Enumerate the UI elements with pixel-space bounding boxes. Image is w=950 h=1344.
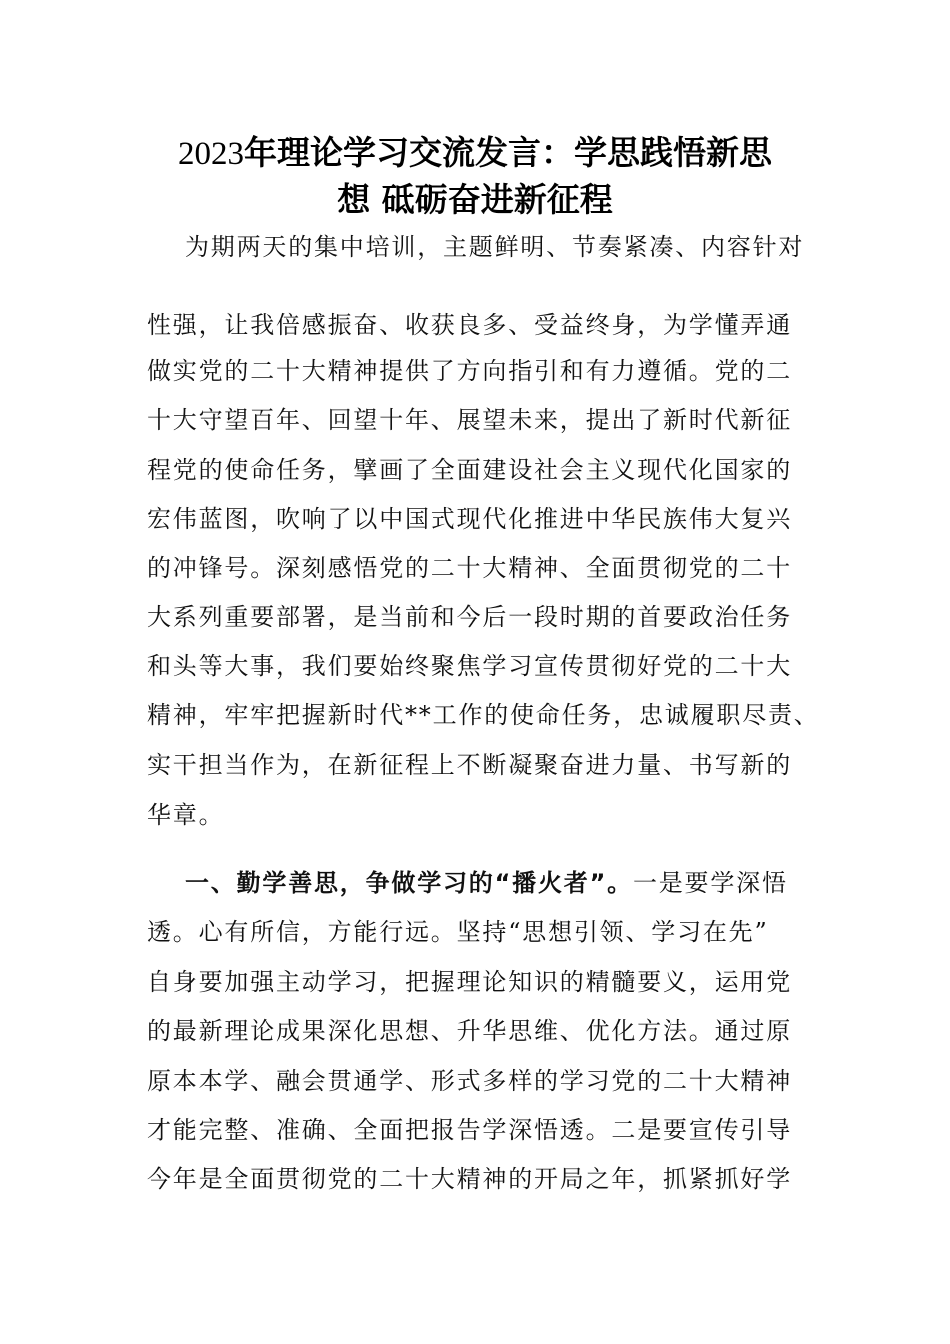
paragraph-1-line-10: 精神，牢牢把握新时代**工作的使命任务，忠诚履职尽责、 [147,701,820,729]
section-1-line-3: 自身要加强主动学习，把握理论知识的精髓要义，运用党 [147,968,792,996]
section-1-line-2: 透。心有所信，方能行远。坚持“思想引领、学习在先” [147,918,769,946]
paragraph-1-line-1: 为期两天的集中培训，主题鲜明、节奏紧凑、内容针对 [185,233,805,261]
section-1-line-7: 今年是全面贯彻党的二十大精神的开局之年，抓紧抓好学 [147,1165,792,1193]
title-line-1 [120,128,830,179]
paragraph-1-line-5: 程党的使命任务，擘画了全面建设社会主义现代化国家的 [147,456,792,484]
section-1-heading-tail: 一是要学深悟 [632,869,788,897]
paragraph-1-line-9: 和头等大事，我们要始终聚焦学习宣传贯彻好党的二十大 [147,652,792,680]
section-1-first-line [185,868,875,898]
paragraph-1-line-7: 的冲锋号。深刻感悟党的二十大精神、全面贯彻党的二十 [147,554,792,582]
paragraph-1-line-3: 做实党的二十大精神提供了方向指引和有力遵循。党的二 [147,357,792,385]
title-line-1-text: 年理论学习交流发言：学思践悟新思 [244,133,772,172]
title-year: 2023 [178,136,244,172]
paragraph-1-line-2: 性强，让我倍感振奋、收获良多、受益终身，为学懂弄通 [147,311,792,339]
paragraph-1-line-11: 实干担当作为，在新征程上不断凝聚奋进力量、书写新的 [147,751,792,779]
paragraph-1-line-8: 大系列重要部署，是当前和今后一段时期的首要政治任务 [147,603,792,631]
section-1-line-6: 才能完整、准确、全面把报告学深悟透。二是要宣传引导 [147,1116,792,1144]
section-1-heading: 一、勤学善思，争做学习的“播火者”。 [185,869,633,897]
paragraph-1-line-4: 十大守望百年、回望十年、展望未来，提出了新时代新征 [147,406,792,434]
paragraph-1-line-12: 华章。 [147,801,225,829]
paragraph-1-line-6: 宏伟蓝图，吹响了以中国式现代化推进中华民族伟大复兴 [147,505,792,533]
section-1-line-5: 原本本学、融会贯通学、形式多样的学习党的二十大精神 [147,1067,792,1095]
title-line-2: 想 砥砺奋进新征程 [337,180,613,219]
section-1-line-4: 的最新理论成果深化思想、升华思维、优化方法。通过原 [147,1017,792,1045]
